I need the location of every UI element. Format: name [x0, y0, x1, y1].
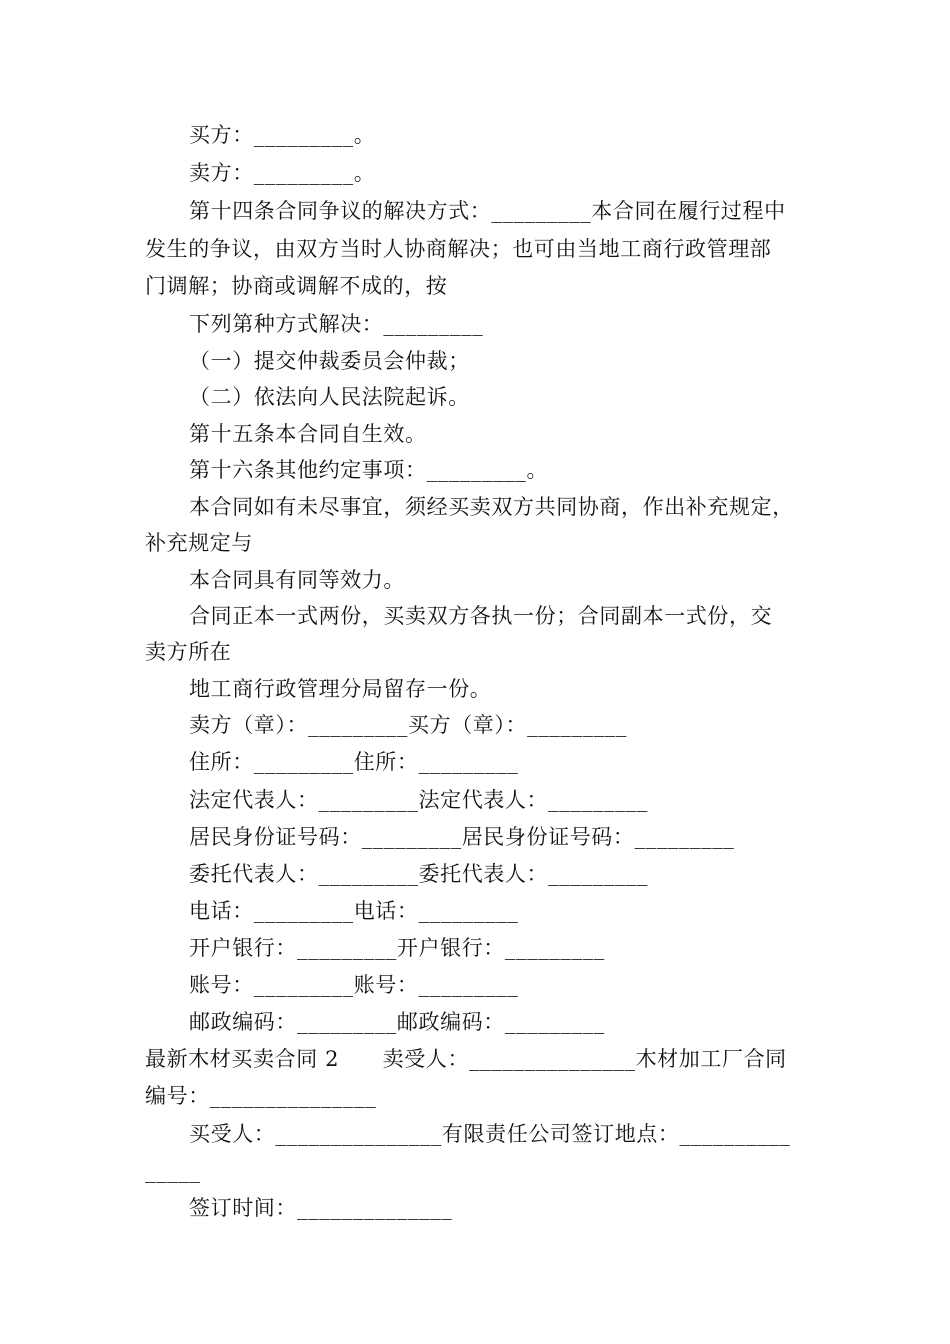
equal-effect-line: 本合同具有同等效力。 — [189, 568, 405, 592]
supplement-line: 本合同如有未尽事宜，须经买卖双方共同协商，作出补充规定， — [189, 495, 794, 519]
signing-time-line: 签订时间：______________ — [189, 1196, 453, 1220]
agent-line: 委托代表人：_________委托代表人：_________ — [189, 862, 648, 886]
article-16-line: 第十六条其他约定事项：_________。 — [189, 458, 549, 482]
resolution-method-line: 下列第种方式解决：_________ — [189, 312, 484, 336]
seller-line: 卖方：_________。 — [189, 161, 376, 185]
contract-number-line: 编号：_______________ — [145, 1084, 377, 1108]
copies-cont-2: 地工商行政管理分局留存一份。 — [189, 677, 492, 701]
article-14-cont-2: 门调解；协商或调解不成的，按 — [145, 274, 448, 298]
article-14-line: 第十四条合同争议的解决方式：_________本合同在履行过程中 — [189, 199, 786, 223]
legal-rep-line: 法定代表人：_________法定代表人：_________ — [189, 788, 648, 812]
id-number-line: 居民身份证号码：_________居民身份证号码：_________ — [189, 825, 735, 849]
option-arbitration: （一）提交仲裁委员会仲裁； — [189, 349, 470, 373]
contract-2-heading: 最新木材买卖合同 2 卖受人：_______________木材加工厂合同 — [145, 1047, 787, 1071]
copies-line: 合同正本一式两份，买卖双方各执一份；合同副本一式份，交 — [189, 604, 773, 628]
address-line: 住所：_________住所：_________ — [189, 750, 519, 774]
phone-line: 电话：_________电话：_________ — [189, 899, 519, 923]
buyer-line: 买方：_________。 — [189, 123, 376, 147]
account-line: 账号：_________账号：_________ — [189, 973, 519, 997]
seal-line: 卖方（章）：_________买方（章）：_________ — [189, 713, 627, 737]
supplement-cont: 补充规定与 — [145, 531, 253, 555]
copies-cont-1: 卖方所在 — [145, 640, 232, 664]
postcode-line: 邮政编码：_________邮政编码：_________ — [189, 1010, 605, 1034]
article-15-line: 第十五条本合同自生效。 — [189, 422, 427, 446]
article-14-cont-1: 发生的争议，由双方当时人协商解决；也可由当地工商行政管理部 — [145, 237, 772, 261]
bank-line: 开户银行：_________开户银行：_________ — [189, 936, 605, 960]
option-court: （二）依法向人民法院起诉。 — [189, 385, 470, 409]
buyer-2-cont: _____ — [145, 1159, 201, 1183]
buyer-2-line: 买受人：_______________有限责任公司签订地点：__________ — [189, 1122, 791, 1146]
